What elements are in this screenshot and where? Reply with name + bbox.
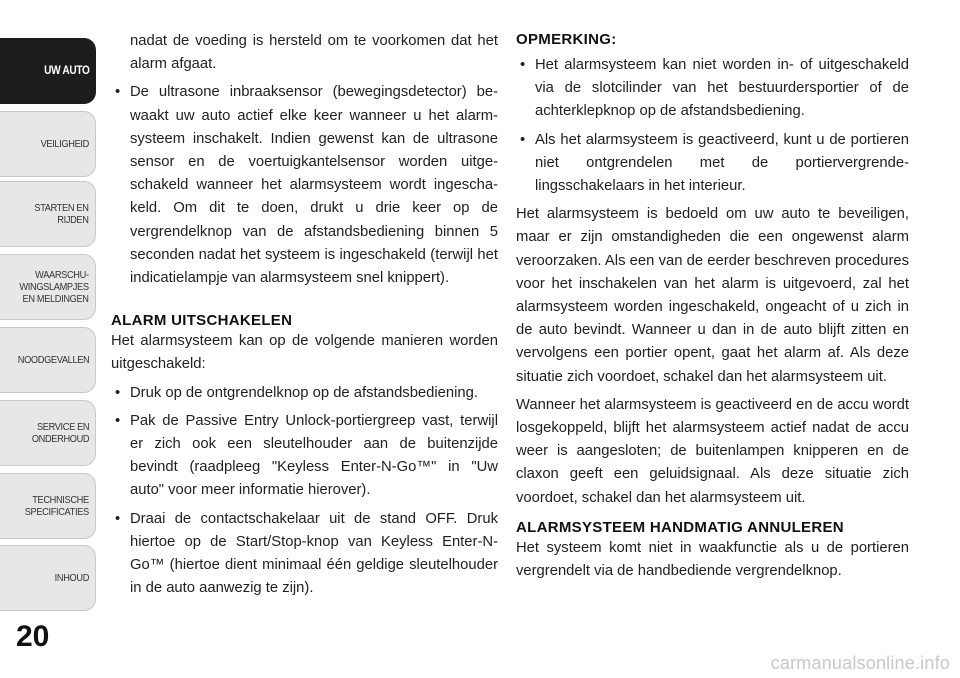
paragraph-handmatig: Het systeem komt niet in waakfunctie als u de portieren vergrendelt via de handbediende vergrendelknop. (516, 539, 909, 580)
heading-alarm-uitschakelen: ALARM UITSCHAKELEN (111, 312, 293, 330)
tab-label: STARTEN EN RIJDEN (34, 202, 89, 226)
tab-label: VEILIGHEID (40, 138, 89, 150)
right-column (516, 30, 909, 583)
tab-veiligheid[interactable] (0, 111, 96, 177)
bullet-contactschakelaar: • Draai de contactschakelaar uit de stand OFF. Druk hiertoe op de Start/Stop-knop van Keyless Enter-N-Go™ (hiertoe dient minimaal één geldige sleutelhouder in de auto aanwezig te zijn). (111, 508, 498, 601)
bullet-ontgrendelknop: • Druk op de ontgrendelknop op de afstandsbediening. (111, 382, 498, 405)
tab-starten-en-rijden[interactable] (0, 181, 96, 247)
intro-uitschakelen: Het alarmsysteem kan op de volgende manieren worden uitgeschakeld: (111, 333, 498, 373)
tab-label: TECHNISCHE SPECIFICATIES (24, 494, 89, 518)
heading-handmatig-annuleren: ALARMSYSTEEM HANDMATIG ANNULEREN (516, 518, 844, 536)
paragraph-accu: Wanneer het alarmsysteem is geactiveerd en de accu wordt losgekoppeld, blijft het alarmsysteem actief nadat de accu weer is aangesloten; de buitenlampen knipperen en de claxon geeft een geluidsignaal. Als deze situatie zich voordoet, schakel dan het alarmsysteem uit. (516, 396, 909, 506)
tab-service-en-onderhoud[interactable] (0, 400, 96, 466)
chapter-sidebar (0, 0, 100, 678)
tab-inhoud[interactable] (0, 545, 96, 611)
heading-opmerking: OPMERKING: (516, 31, 617, 48)
tab-label: INHOUD (54, 572, 89, 584)
bullet-portiervergrendeling: • Als het alarmsysteem is geactiveerd, kunt u de portieren niet ontgrendelen met de portiervergrendelingsschakelaars in het interieur. (516, 129, 909, 199)
tab-label: WAARSCHU- WINGSLAMPJES EN MELDINGEN (19, 269, 89, 305)
tab-label: UW AUTO (43, 65, 89, 77)
page-number: 20 (16, 620, 50, 653)
bullet-passive-entry: • Pak de Passive Entry Unlock-portiergreep vast, terwijl er zich ook een sleutelhouder aan de buitenzijde bevindt (raadpleeg "Keyless Enter-N-Go™" in "Uw auto" voor meer informatie hierover). (111, 410, 498, 503)
tab-noodgevallen[interactable] (0, 327, 96, 393)
tab-technische-specificaties[interactable] (0, 473, 96, 539)
continued-text: nadat de voeding is hersteld om te voorkomen dat het alarm afgaat. (130, 33, 498, 73)
tab-label: SERVICE EN ONDERHOUD (31, 421, 89, 445)
tab-label: NOODGEVALLEN (17, 354, 89, 366)
tab-waarschuwingslampjes[interactable] (0, 254, 96, 320)
bullet-slotcilinder: • Het alarmsysteem kan niet worden in- of uitgeschakeld via de slotcilinder van het bestuurdersportier of de achterklepknop op de afstandsbediening. (516, 54, 909, 124)
left-column (111, 30, 498, 600)
watermark: carmanualsonline.info (770, 653, 950, 673)
paragraph-beveiligen: Het alarmsysteem is bedoeld om uw auto te beveiligen, maar er zijn omstandigheden die een ongewenst alarm veroorzaken. Als een van de eerder beschreven procedures voor het inschakelen van het alarm is uitgevoerd, zal het alarmsysteem worden ingeschakeld, ongeacht of u zich in de auto bevindt. Wanneer u dan in de auto blijft zitten en vervolgens een portier opent, gaat het alarm af. Als deze situatie zich voordoet, schakel dan het alarmsysteem uit. (516, 206, 909, 385)
bullet-ultrasone-sensor: • De ultrasone inbraaksensor (bewegingsdetector) bewaakt uw auto actief elke keer wanneer u het alarmsysteem inschakelt. Indien gewenst kan de ultrasone sensor en de voertuigkantelsensor worden uitgeschakeld wanneer het alarmsysteem wordt ingeschakeld. Om dit te doen, drukt u drie keer op de vergrendelknop van de afstandsbediening binnen 5 seconden nadat het systeem is ingeschakeld (terwijl het indicatielampje van alarmsysteem snel knippert). (111, 81, 498, 290)
tab-uw-auto[interactable] (0, 38, 96, 104)
